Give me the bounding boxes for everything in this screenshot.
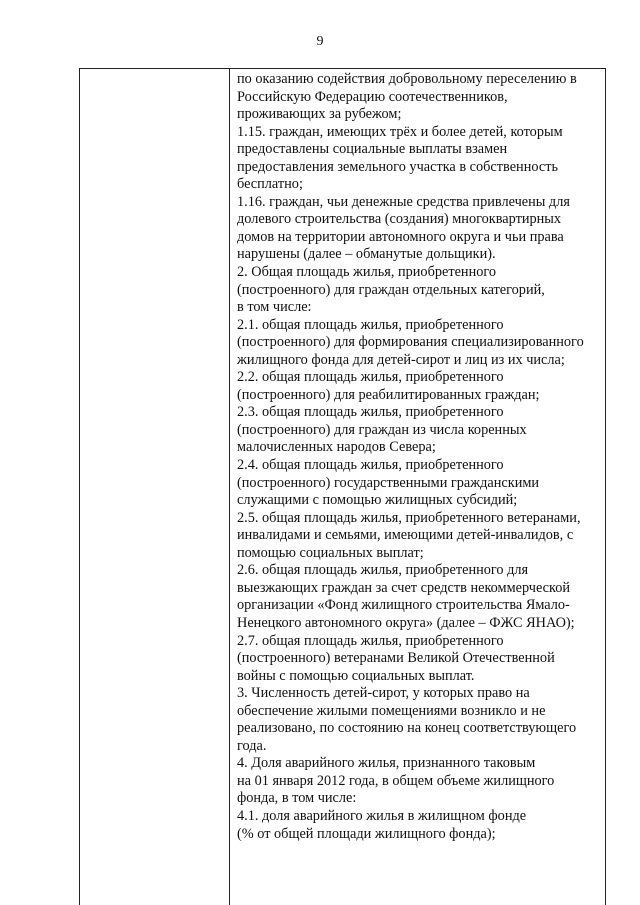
text-line: проживающих за рубежом; — [237, 106, 402, 123]
text-line: выезжающих граждан за счет средств некоммерческой — [237, 579, 571, 596]
text-line: помощью социальных выплат; — [237, 544, 424, 561]
text-line: (построенного) для реабилитированных граждан; — [237, 386, 540, 403]
text-line: фонда, в том числе: — [237, 790, 357, 807]
text-line: Ненецкого автономного округа» (далее – ФЖС ЯНАО); — [237, 614, 575, 631]
text-line: 2.4. общая площадь жилья, приобретенного — [237, 457, 504, 474]
text-line: 2.3. общая площадь жилья, приобретенного — [237, 404, 504, 421]
text-line: реализовано, по состоянию на конец соответствующего — [237, 720, 577, 737]
page-number: 9 — [316, 34, 324, 49]
text-line: (построенного) государственными гражданскими — [237, 474, 540, 491]
text-line: на 01 января 2012 года, в общем объеме жилищного — [237, 772, 555, 789]
text-line: 2.7. общая площадь жилья, приобретенного — [237, 632, 504, 649]
text-line: малочисленных народов Севера; — [237, 439, 436, 456]
text-line: 2.5. общая площадь жилья, приобретенного ветеранами, — [237, 509, 581, 526]
text-line: жилищного фонда для детей-сирот и лиц из их числа; — [237, 351, 565, 368]
table-left-cell — [80, 69, 230, 905]
text-line: обеспечение жилыми помещениями возникло и не — [237, 702, 546, 719]
text-line: предоставлены социальные выплаты взамен — [237, 141, 508, 158]
text-line: Российскую Федерацию соотечественников, — [237, 88, 508, 105]
text-line: инвалидами и семьями, имеющими детей-инвалидов, с — [237, 527, 574, 544]
text-line: предоставления земельного участка в собственность — [237, 158, 558, 175]
text-line: долевого строительства (создания) многоквартирных — [237, 211, 562, 228]
text-line: нарушены (далее – обманутые дольщики). — [237, 246, 496, 263]
text-line: 4. Доля аварийного жилья, признанного таковым — [237, 755, 536, 772]
text-line: в том числе: — [237, 299, 312, 316]
text-line: бесплатно; — [237, 176, 303, 193]
document-table — [79, 68, 606, 905]
text-line: 2.2. общая площадь жилья, приобретенного — [237, 369, 504, 386]
text-line: 2.6. общая площадь жилья, приобретенного для — [237, 562, 529, 579]
text-line: года. — [237, 737, 267, 754]
text-line: (построенного) ветеранами Великой Отечественной — [237, 650, 555, 667]
text-line: (построенного) для граждан из числа коренных — [237, 421, 527, 438]
text-line: (% от общей площади жилищного фонда); — [237, 825, 496, 842]
text-line: служащими с помощью жилищных субсидий; — [237, 492, 518, 509]
text-line: по оказанию содействия добровольному переселению в — [237, 71, 577, 87]
text-line: организации «Фонд жилищного строительства Ямало- — [237, 597, 570, 614]
text-line: (построенного) для формирования специализированного — [237, 334, 584, 351]
text-line: 2. Общая площадь жилья, приобретенного — [237, 264, 497, 281]
text-line: 4.1. доля аварийного жилья в жилищном фонде — [237, 807, 527, 824]
text-line: домов на территории автономного округа и чьи права — [237, 228, 564, 245]
text-line: 1.16. граждан, чьи денежные средства привлечены для — [237, 193, 570, 210]
text-line: 1.15. граждан, имеющих трёх и более детей, которым — [237, 123, 563, 140]
table-right-cell — [230, 69, 605, 905]
text-line: 2.1. общая площадь жилья, приобретенного — [237, 316, 504, 333]
text-line: 3. Численность детей-сирот, у которых право на — [237, 685, 530, 702]
text-line: войны с помощью социальных выплат. — [237, 667, 475, 684]
text-line: (построенного) для граждан отдельных категорий, — [237, 281, 545, 298]
